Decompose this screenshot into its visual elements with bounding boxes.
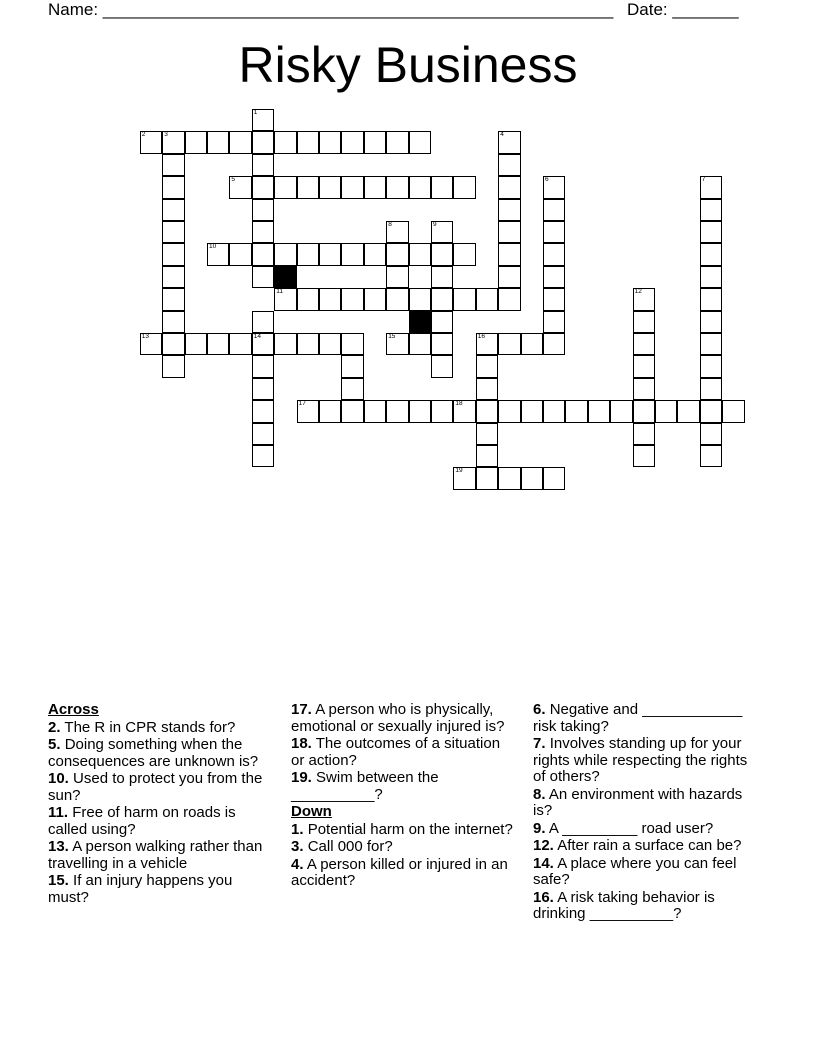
clue-text: An environment with hazards is? <box>533 785 743 819</box>
grid-cell[interactable] <box>633 400 655 422</box>
grid-cell[interactable] <box>252 154 274 176</box>
grid-cell[interactable] <box>140 333 162 355</box>
grid-cell[interactable] <box>498 243 520 265</box>
clue-text: Doing something when the consequences are unknown is? <box>48 736 259 770</box>
grid-cell[interactable] <box>386 400 408 422</box>
grid-cell[interactable] <box>162 266 184 288</box>
grid-cell[interactable] <box>297 243 319 265</box>
grid-cell[interactable] <box>386 176 408 198</box>
clue-across-19 <box>291 770 516 803</box>
grid-cell[interactable] <box>633 378 655 400</box>
grid-cell[interactable] <box>431 311 453 333</box>
clue-number: 3. <box>291 838 304 855</box>
clue-text: A risk taking behavior is drinking __________? <box>533 888 715 922</box>
grid-cell[interactable] <box>655 400 677 422</box>
clue-text: After rain a surface can be? <box>557 837 742 854</box>
grid-cell[interactable] <box>229 333 251 355</box>
grid-cell[interactable] <box>364 176 386 198</box>
clue-number-label: 14 <box>253 333 262 340</box>
clue-down-1 <box>291 822 516 839</box>
grid-cell[interactable] <box>565 400 587 422</box>
grid-cell[interactable] <box>252 333 274 355</box>
grid-cell[interactable] <box>252 266 274 288</box>
clue-number-label: 1 <box>253 109 258 116</box>
clue-number: 4. <box>291 855 304 873</box>
grid-cell[interactable] <box>700 445 722 467</box>
grid-cell[interactable] <box>297 176 319 198</box>
grid-cell[interactable] <box>297 288 319 310</box>
grid-cell[interactable] <box>700 243 722 265</box>
clue-number-label: 13 <box>141 333 150 340</box>
grid-cell[interactable] <box>431 266 453 288</box>
grid-cell[interactable] <box>207 333 229 355</box>
clue-number: 18. <box>291 735 312 752</box>
grid-cell[interactable] <box>185 131 207 153</box>
grid-cell[interactable] <box>162 131 184 153</box>
grid-cell[interactable] <box>252 199 274 221</box>
clue-text: A place where you can feel safe? <box>533 854 737 888</box>
clue-text: Negative and ____________ risk taking? <box>533 701 743 735</box>
grid-cell[interactable] <box>207 243 229 265</box>
clue-down-12 <box>533 838 763 855</box>
clue-text: A person killed or injured in an accident? <box>291 855 508 889</box>
clue-number: 10. <box>48 770 69 787</box>
grid-cell[interactable] <box>633 311 655 333</box>
grid-cell[interactable] <box>700 378 722 400</box>
grid-cell[interactable] <box>521 333 543 355</box>
grid-cell[interactable] <box>364 131 386 153</box>
grid-cell[interactable] <box>476 355 498 377</box>
grid-cell[interactable] <box>162 199 184 221</box>
grid-cell[interactable] <box>431 243 453 265</box>
clue-number: 5. <box>48 736 61 753</box>
grid-cell[interactable] <box>162 154 184 176</box>
grid-cell[interactable] <box>700 400 722 422</box>
grid-cell[interactable] <box>162 355 184 377</box>
grid-cell[interactable] <box>229 176 251 198</box>
grid-cell[interactable] <box>476 378 498 400</box>
grid-cell[interactable] <box>476 400 498 422</box>
grid-cell[interactable] <box>297 333 319 355</box>
grid-cell[interactable] <box>386 221 408 243</box>
grid-cell[interactable] <box>341 333 363 355</box>
grid-cell[interactable] <box>498 266 520 288</box>
grid-cell[interactable] <box>341 378 363 400</box>
clue-down-16 <box>533 890 763 923</box>
across-heading: Across <box>48 701 99 718</box>
grid-cell[interactable] <box>364 243 386 265</box>
grid-cell[interactable] <box>364 288 386 310</box>
grid-cell[interactable] <box>521 400 543 422</box>
grid-cell[interactable] <box>319 333 341 355</box>
grid-cell[interactable] <box>476 445 498 467</box>
grid-cell[interactable] <box>252 423 274 445</box>
grid-cell[interactable] <box>252 378 274 400</box>
grid-cell[interactable] <box>162 243 184 265</box>
grid-cell[interactable] <box>521 467 543 489</box>
clue-number-label: 8 <box>388 221 392 228</box>
grid-cell[interactable] <box>633 423 655 445</box>
grid-cell[interactable] <box>162 311 184 333</box>
grid-cell[interactable] <box>498 288 520 310</box>
grid-cell[interactable] <box>543 243 565 265</box>
clues-column-1 <box>48 702 273 907</box>
name-field[interactable]: Name: ______________________________________________________ <box>48 0 614 19</box>
grid-cell[interactable] <box>476 333 498 355</box>
grid-cell[interactable] <box>297 131 319 153</box>
grid-cell[interactable] <box>409 333 431 355</box>
grid-cell[interactable] <box>633 288 655 310</box>
grid-cell[interactable] <box>341 288 363 310</box>
grid-cell[interactable] <box>677 400 699 422</box>
grid-cell[interactable] <box>543 176 565 198</box>
clue-number: 12. <box>533 837 554 854</box>
grid-cell[interactable] <box>476 288 498 310</box>
grid-cell[interactable] <box>543 400 565 422</box>
clue-number: 6. <box>533 701 546 718</box>
clue-down-8 <box>533 787 763 820</box>
clue-across-17 <box>291 702 516 735</box>
clue-number-label: 19 <box>455 467 463 475</box>
grid-cell[interactable] <box>453 176 475 198</box>
grid-cell[interactable] <box>431 288 453 310</box>
grid-cell[interactable] <box>700 423 722 445</box>
grid-cell[interactable] <box>319 176 341 198</box>
clue-number: 13. <box>48 838 69 855</box>
clue-text: Swim between the __________? <box>291 769 439 803</box>
grid-cell[interactable] <box>453 243 475 265</box>
grid-cell[interactable] <box>252 445 274 467</box>
grid-cell[interactable] <box>185 333 207 355</box>
clue-down-3 <box>291 839 516 856</box>
grid-cell[interactable] <box>476 467 498 489</box>
grid-cell[interactable] <box>543 467 565 489</box>
clue-across-13 <box>48 839 273 872</box>
grid-cell[interactable] <box>252 176 274 198</box>
clue-number-label: 4 <box>500 131 504 139</box>
clue-number-label: 2 <box>141 131 146 139</box>
clue-across-11 <box>48 805 273 838</box>
clue-across-15 <box>48 873 273 906</box>
grid-cell[interactable] <box>498 199 520 221</box>
page-title: Risky Business <box>238 37 578 93</box>
grid-cell[interactable] <box>140 131 162 153</box>
clue-number-label: 17 <box>298 400 306 408</box>
clue-number: 8. <box>533 785 546 803</box>
grid-cell[interactable] <box>453 288 475 310</box>
grid-cell[interactable] <box>498 176 520 198</box>
grid-cell[interactable] <box>700 288 722 310</box>
grid-cell[interactable] <box>498 154 520 176</box>
clue-text: The outcomes of a situation or action? <box>291 735 501 769</box>
grid-cell[interactable] <box>498 131 520 153</box>
grid-cell[interactable] <box>700 333 722 355</box>
clue-number-label: 6 <box>545 176 549 184</box>
clue-number: 14. <box>533 854 554 872</box>
grid-cell[interactable] <box>341 355 363 377</box>
grid-cell[interactable] <box>319 400 341 422</box>
clue-number: 17. <box>291 701 312 718</box>
clue-text: If an injury happens you must? <box>48 872 233 906</box>
grid-cell[interactable] <box>700 355 722 377</box>
grid-cell[interactable] <box>700 311 722 333</box>
clue-across-5 <box>48 737 273 770</box>
grid-cell[interactable] <box>162 288 184 310</box>
clue-number-label: 18 <box>455 400 463 408</box>
grid-cell[interactable] <box>498 400 520 422</box>
clue-number: 15. <box>48 872 69 889</box>
clue-across-2 <box>48 720 273 737</box>
grid-cell[interactable] <box>252 311 274 333</box>
grid-cell[interactable] <box>453 400 475 422</box>
grid-cell[interactable] <box>409 400 431 422</box>
clue-number: 7. <box>533 735 546 752</box>
crossword-grid <box>0 0 816 500</box>
grid-block <box>274 266 296 288</box>
grid-cell[interactable] <box>386 333 408 355</box>
grid-cell[interactable] <box>274 131 296 153</box>
grid-cell[interactable] <box>274 333 296 355</box>
clue-down-7 <box>533 736 763 786</box>
date-field[interactable]: Date: _______ <box>627 0 739 19</box>
grid-cell[interactable] <box>700 199 722 221</box>
grid-cell[interactable] <box>319 131 341 153</box>
grid-cell[interactable] <box>341 131 363 153</box>
clue-down-4 <box>291 857 516 890</box>
clue-number: 19. <box>291 769 312 786</box>
grid-cell[interactable] <box>543 333 565 355</box>
clue-text: A _________ road user? <box>548 819 714 837</box>
grid-cell[interactable] <box>543 311 565 333</box>
grid-cell[interactable] <box>341 243 363 265</box>
grid-cell[interactable] <box>364 400 386 422</box>
grid-cell[interactable] <box>588 400 610 422</box>
grid-cell[interactable] <box>409 243 431 265</box>
clue-number-label: 3 <box>164 131 168 139</box>
grid-cell[interactable] <box>229 131 251 153</box>
grid-cell[interactable] <box>386 266 408 288</box>
grid-cell[interactable] <box>409 131 431 153</box>
clue-number: 16. <box>533 888 554 906</box>
clue-text: Involves standing up for your rights while respecting the rights of others? <box>533 735 748 785</box>
grid-cell[interactable] <box>252 400 274 422</box>
grid-cell[interactable] <box>543 221 565 243</box>
clue-text: Used to protect you from the sun? <box>48 770 263 804</box>
clue-number-label: 12 <box>634 288 642 296</box>
clue-text: The R in CPR stands for? <box>64 718 236 736</box>
grid-cell[interactable] <box>341 400 363 422</box>
grid-block <box>409 311 431 333</box>
clue-number-label: 7 <box>701 176 706 184</box>
grid-cell[interactable] <box>162 221 184 243</box>
clue-down-6 <box>533 702 763 735</box>
grid-cell[interactable] <box>476 423 498 445</box>
clue-number: 2. <box>48 718 61 736</box>
grid-cell[interactable] <box>274 243 296 265</box>
clues-column-3 <box>533 702 763 924</box>
grid-cell[interactable] <box>386 131 408 153</box>
grid-cell[interactable] <box>498 467 520 489</box>
clue-text: A person walking rather than travelling in a vehicle <box>48 838 263 872</box>
clue-number: 11. <box>48 804 69 821</box>
grid-cell[interactable] <box>543 288 565 310</box>
grid-cell[interactable] <box>297 400 319 422</box>
grid-cell[interactable] <box>409 176 431 198</box>
clue-number: 1. <box>291 820 304 838</box>
grid-cell[interactable] <box>252 221 274 243</box>
grid-cell[interactable] <box>319 243 341 265</box>
grid-cell[interactable] <box>274 288 296 310</box>
clue-number: 9. <box>533 819 546 837</box>
grid-cell[interactable] <box>341 176 363 198</box>
grid-cell[interactable] <box>229 243 251 265</box>
grid-cell[interactable] <box>498 221 520 243</box>
grid-cell[interactable] <box>700 221 722 243</box>
grid-cell[interactable] <box>386 243 408 265</box>
clue-across-10 <box>48 771 273 804</box>
grid-cell[interactable] <box>409 288 431 310</box>
grid-cell[interactable] <box>319 288 341 310</box>
clue-number-label: 15 <box>388 333 396 340</box>
grid-cell[interactable] <box>162 333 184 355</box>
grid-cell[interactable] <box>431 221 453 243</box>
clues-column-2 <box>291 702 516 891</box>
grid-cell[interactable] <box>700 266 722 288</box>
clue-text: Call 000 for? <box>307 838 393 855</box>
clue-number-label: 16 <box>477 333 486 340</box>
clue-number-label: 11 <box>276 288 283 296</box>
grid-cell[interactable] <box>498 333 520 355</box>
clue-down-9 <box>533 821 763 838</box>
grid-cell[interactable] <box>543 266 565 288</box>
grid-cell[interactable] <box>431 333 453 355</box>
clue-down-14 <box>533 856 763 889</box>
grid-cell[interactable] <box>633 355 655 377</box>
grid-cell[interactable] <box>700 176 722 198</box>
grid-cell[interactable] <box>162 176 184 198</box>
grid-cell[interactable] <box>252 243 274 265</box>
grid-cell[interactable] <box>633 445 655 467</box>
grid-cell[interactable] <box>610 400 632 422</box>
grid-cell[interactable] <box>431 400 453 422</box>
clue-across-18 <box>291 736 516 769</box>
down-heading: Down <box>291 803 332 820</box>
grid-cell[interactable] <box>431 355 453 377</box>
grid-cell[interactable] <box>431 176 453 198</box>
clue-number-label: 5 <box>231 176 236 184</box>
grid-cell[interactable] <box>252 355 274 377</box>
clue-text: Free of harm on roads is called using? <box>48 804 236 838</box>
grid-cell[interactable] <box>453 467 475 489</box>
grid-cell[interactable] <box>722 400 744 422</box>
clue-number-label: 10 <box>209 243 217 251</box>
clue-text: Potential harm on the internet? <box>307 820 513 838</box>
grid-cell[interactable] <box>274 176 296 198</box>
grid-cell[interactable] <box>252 109 274 131</box>
grid-cell[interactable] <box>207 131 229 153</box>
clue-number-label: 9 <box>433 221 437 228</box>
grid-cell[interactable] <box>543 199 565 221</box>
grid-cell[interactable] <box>633 333 655 355</box>
grid-cell[interactable] <box>386 288 408 310</box>
clue-text: A person who is physically, emotional or sexually injured is? <box>291 701 505 735</box>
grid-cell[interactable] <box>252 131 274 153</box>
